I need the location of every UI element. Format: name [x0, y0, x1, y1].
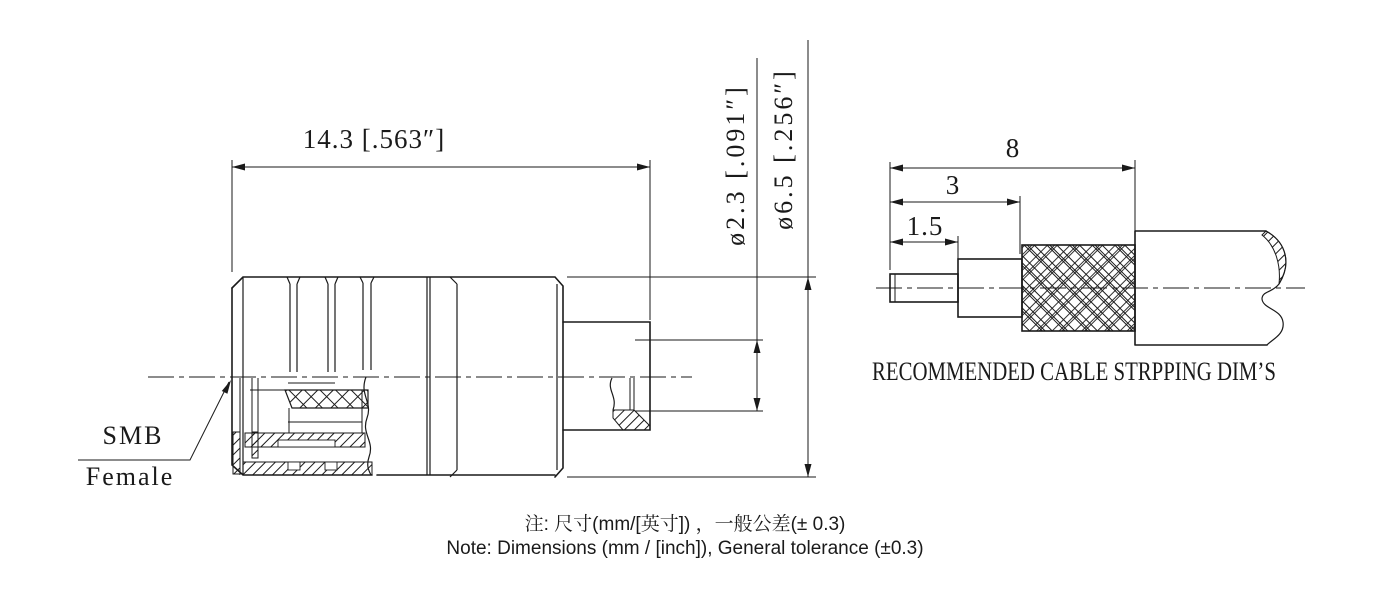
- note-line-chinese: 注: 尺寸(mm/[英寸]) ，一般公差(± 0.3): [524, 514, 846, 535]
- strip-braid-dimension-label: 3: [945, 170, 961, 200]
- insulator-crosshatch: [285, 390, 368, 408]
- shell-bottom-hatch: [243, 462, 372, 475]
- note-line-english: Note: Dimensions (mm / [inch]), General tolerance (±0.3): [446, 538, 924, 559]
- connector-type-label-smb: SMB: [102, 421, 164, 450]
- strip-total-dimension-label: 8: [1005, 133, 1021, 163]
- solder-pot-hatch: [613, 410, 650, 430]
- body-diameter-dimension-label: ø6.5 [.256″]: [769, 68, 798, 230]
- cable-strip-caption: RECOMMENDED CABLE STRPPING DIM’S: [872, 357, 1276, 386]
- overall-length-dimension-label: 14.3 [.563″]: [302, 124, 446, 154]
- jacket-break-hatch: [1262, 231, 1286, 284]
- contact-diameter-dimension-label: ø2.3 [.091″]: [721, 84, 750, 246]
- connector-gender-label-female: Female: [85, 462, 175, 491]
- front-wall-hatch: [233, 432, 240, 474]
- strip-center-dimension-label: 1.5: [906, 211, 944, 241]
- tolerance-notes: [375, 513, 995, 561]
- braid-shield: [1022, 245, 1135, 331]
